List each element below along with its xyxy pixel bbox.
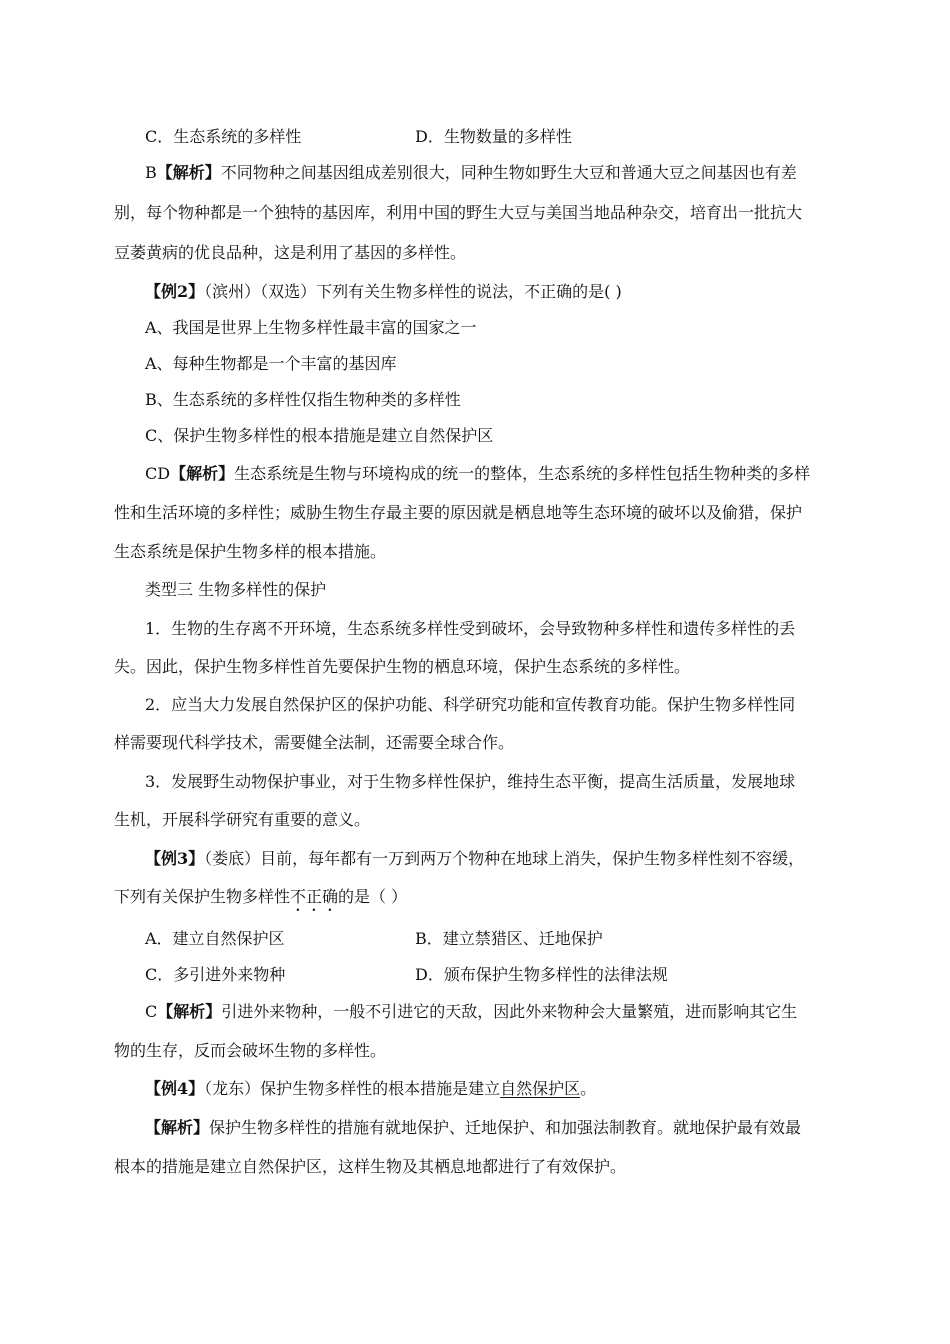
option-text: C、保护生物多样性的根本措施是建立自然保护区 [145,426,494,445]
analysis-1-line-2 [114,202,802,224]
paragraph-text: 2．应当大力发展自然保护区的保护功能、科学研究功能和宣传教育功能。保护生物多样性同 [145,695,796,714]
question-text: 下列有关保护生物多样性 [114,887,291,906]
analysis-text: 根本的措施是建立自然保护区，这样生物及其栖息地都进行了有效保护。 [114,1157,627,1176]
analysis-text: 引进外来物种，一般不引进它的天敌，因此外来物种会大量繁殖，进而影响其它生 [221,1002,798,1021]
paragraph-text: 样需要现代科学技术，需要健全法制，还需要全球合作。 [114,733,515,752]
question-text: （滨州）（双选）下列有关生物多样性的说法，不正确的是( ) [204,282,622,301]
analysis-3-line-2 [114,1040,386,1062]
analysis-1-line-1 [145,162,797,184]
answer-label: B [145,163,157,182]
analysis-text: 别，每个物种都是一个独特的基因库，利用中国的野生大豆与美国当地品种杂交，培育出一批抗大 [114,203,803,222]
analysis-3-line-1 [145,1001,797,1023]
analysis-tag: 【解析】 [156,163,221,182]
analysis-tag: 【解析】 [170,464,235,483]
example-label: 【例4】 [145,1079,205,1098]
option-c-row [145,126,301,148]
paragraph-text: 3．发展野生动物保护事业，对于生物多样性保护，维持生态平衡，提高生活质量，发展地球 [145,772,796,791]
question-text: （龙东）保护生物多样性的根本措施是建立 [204,1079,501,1098]
emphasis-text: 不正确 [290,887,339,906]
section-heading: 类型三 生物多样性的保护 [145,580,327,599]
option-c: C．生态系统的多样性 [145,127,302,146]
analysis-4-line-1 [145,1117,801,1139]
type-3-p1-line-2 [114,656,690,678]
paragraph-text: 失。因此，保护生物多样性首先要保护生物的栖息环境，保护生态系统的多样性。 [114,657,691,676]
example-4-question [145,1078,596,1100]
question-text: （娄底）目前，每年都有一万到两万个物种在地球上消失，保护生物多样性刻不容缓， [204,849,805,868]
analysis-2-line-2 [114,502,802,524]
example-3-question-line-2 [114,886,407,915]
paragraph-text: 生机，开展科学研究有重要的意义。 [114,810,371,829]
analysis-text: 生态系统是保护生物多样的根本措施。 [114,542,387,561]
type-3-p2-line-1 [145,694,795,716]
analysis-2-line-1 [145,463,810,485]
answer-label: C [145,1002,158,1021]
answer-blank: 自然保护区 [500,1079,581,1098]
type-3-p2-line-2 [114,732,514,754]
option-c: C．多引进外来物种 [145,965,286,984]
type-3-heading [145,579,326,601]
analysis-4-line-2 [114,1156,626,1178]
type-3-p3-line-2 [114,809,370,831]
analysis-text: 保护生物多样性的措施有就地保护、迁地保护、和加强法制教育。就地保护最有效最 [209,1118,802,1137]
analysis-2-line-3 [114,541,386,563]
option-text: B、生态系统的多样性仅指生物种类的多样性 [145,390,461,409]
example-2-option-2 [145,353,397,375]
question-text: 。 [580,1079,597,1098]
type-3-p1-line-1 [145,618,795,640]
question-text: 的是（ ） [338,887,408,906]
option-d: D．生物数量的多样性 [415,127,572,146]
example-3-option-b-row [415,928,603,950]
analysis-text: 不同物种之间基因组成差别很大，同种生物如野生大豆和普通大豆之间基因也有差 [220,163,797,182]
example-3-question-line-1 [145,848,804,870]
analysis-tag: 【解析】 [145,1118,210,1137]
option-text: A、我国是世界上生物多样性最丰富的国家之一 [145,318,477,337]
analysis-tag: 【解析】 [157,1002,222,1021]
analysis-text: 物的生存，反而会破坏生物的多样性。 [114,1041,387,1060]
paragraph-text: 1．生物的生存离不开环境，生态系统多样性受到破坏，会导致物种多样性和遗传多样性的丢 [145,619,796,638]
analysis-text: 性和生活环境的多样性；威胁生物生存最主要的原因就是栖息地等生态环境的破坏以及偷猎，保护 [114,503,803,522]
example-label: 【例3】 [145,849,205,868]
example-2-option-3 [145,389,461,411]
example-label: 【例2】 [145,282,205,301]
analysis-1-line-3 [114,242,466,264]
example-2-option-4 [145,425,493,447]
example-3-option-c-row [145,964,285,986]
option-a: A．建立自然保护区 [145,929,285,948]
example-3-option-a-row [145,928,285,950]
example-3-option-d-row [415,964,668,986]
option-d-row [415,126,572,148]
option-b: B．建立禁猎区、迁地保护 [415,929,603,948]
type-3-p3-line-1 [145,771,795,793]
example-2-option-1 [145,317,477,339]
analysis-text: 生态系统是生物与环境构成的统一的整体，生态系统的多样性包括生物种类的多样 [234,464,811,483]
option-d: D．颁布保护生物多样性的法律法规 [415,965,668,984]
option-text: A、每种生物都是一个丰富的基因库 [145,354,397,373]
example-2-question [145,281,622,303]
analysis-text: 豆萎黄病的优良品种，这是利用了基因的多样性。 [114,243,467,262]
answer-label: CD [145,464,171,483]
